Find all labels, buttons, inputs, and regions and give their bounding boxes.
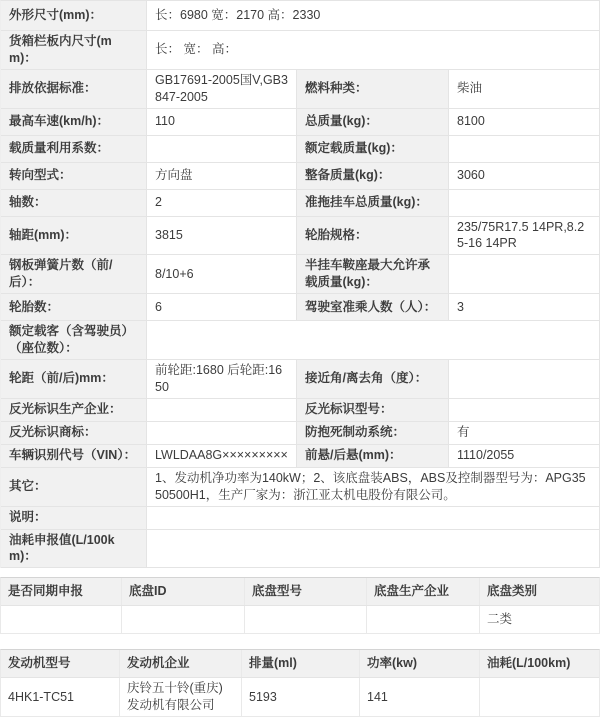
spec-row-speed-mass [1, 109, 599, 136]
spec-label: 轴距(mm)： [1, 217, 146, 255]
spec-value [448, 190, 599, 216]
spec-label: 外形尺寸(mm)： [1, 1, 146, 30]
spec-label: 总质量(kg)： [296, 109, 448, 135]
engine-header-row [1, 650, 599, 678]
table-cell [244, 606, 366, 633]
spec-value [448, 399, 599, 421]
column-header: 发动机型号 [1, 650, 119, 677]
spec-value: 3 [448, 294, 599, 320]
spec-label: 轮胎规格： [296, 217, 448, 255]
spec-value: 8100 [448, 109, 599, 135]
chassis-data-row [1, 606, 599, 633]
column-header: 油耗(L/100km) [479, 650, 599, 677]
spec-label: 防抱死制动系统： [296, 422, 448, 444]
table-cell: 5193 [241, 678, 359, 716]
spec-value: 方向盘 [146, 163, 296, 189]
spec-label: 半挂车鞍座最大允许承载质量(kg)： [296, 255, 448, 293]
table-cell [1, 606, 121, 633]
column-header: 底盘型号 [244, 578, 366, 605]
spec-value: 3815 [146, 217, 296, 255]
spec-row-track-angles [1, 360, 599, 399]
spec-value: 3060 [448, 163, 599, 189]
spec-value: 1、发动机净功率为140kW；2、该底盘装ABS，ABS及控制器型号为：APG3550500H1，生产厂家为：浙江亚太机电股份有限公司。 [146, 468, 599, 506]
spec-label: 其它： [1, 468, 146, 506]
spec-row-vin-overhang [1, 445, 599, 468]
spec-value [146, 399, 296, 421]
chassis-header-row [1, 578, 599, 606]
spec-value [146, 507, 599, 529]
table-cell: 4HK1-TC51 [8, 689, 74, 704]
spec-value: 110 [146, 109, 296, 135]
table-cell [366, 606, 479, 633]
spacer [0, 568, 600, 577]
spec-value [146, 530, 599, 568]
spec-row-axles-trailer [1, 190, 599, 217]
spec-row-notes [1, 507, 599, 530]
column-header: 底盘ID [121, 578, 244, 605]
spec-value [146, 422, 296, 444]
column-header: 底盘生产企业 [366, 578, 479, 605]
spec-value [146, 136, 296, 162]
spec-label: 货箱栏板内尺寸(mm)： [1, 31, 146, 69]
table-cell: 庆铃五十铃(重庆)发动机有限公司 [119, 678, 241, 716]
spec-label: 钢板弹簧片数（前/后）： [1, 255, 146, 293]
chassis-table [0, 577, 600, 634]
spec-label: 前悬/后悬(mm)： [296, 445, 448, 467]
spec-row-reflector-maker [1, 399, 599, 422]
spec-row-load-factor [1, 136, 599, 163]
spec-value: 235/75R17.5 14PR,8.25-16 14PR [448, 217, 599, 255]
spec-label: 燃料种类： [296, 70, 448, 108]
spec-value [146, 321, 599, 359]
column-header: 发动机企业 [119, 650, 241, 677]
spec-row-wheelbase-tires [1, 217, 599, 256]
spec-label: 油耗申报值(L/100km)： [1, 530, 146, 568]
spec-row-cargo-box [1, 31, 599, 70]
table-cell [121, 606, 244, 633]
engine-data-row [1, 678, 599, 716]
spec-label: 额定载质量(kg)： [296, 136, 448, 162]
table-cell: 二类 [479, 606, 599, 633]
spec-value: 有 [448, 422, 599, 444]
spec-row-fuel-declared [1, 530, 599, 569]
spec-row-reflector-brand-abs [1, 422, 599, 445]
spec-row-emission-fuel [1, 70, 599, 109]
spec-label: 轮距（前/后)mm： [1, 360, 146, 398]
spec-value: 2 [146, 190, 296, 216]
spec-row-tirecount-cab [1, 294, 599, 321]
spec-row-steering-curb [1, 163, 599, 190]
spec-label: 准拖挂车总质量(kg)： [296, 190, 448, 216]
spec-label: 整备质量(kg)： [296, 163, 448, 189]
spec-label: 载质量利用系数： [1, 136, 146, 162]
spec-value: 长：6980 宽：2170 高：2330 [146, 1, 599, 30]
spec-label: 额定载客（含驾驶员）（座位数）： [1, 321, 146, 359]
table-cell: 141 [359, 678, 479, 716]
spec-value: 长： 宽： 高： [146, 31, 599, 69]
column-header: 功率(kw) [359, 650, 479, 677]
spec-value: GB17691-2005国V,GB3847-2005 [146, 70, 296, 108]
column-header: 排量(ml) [241, 650, 359, 677]
spec-value: 前轮距:1680 后轮距:1650 [146, 360, 296, 398]
spec-label: 轮胎数： [1, 294, 146, 320]
spec-value [448, 255, 599, 293]
spec-row-seating [1, 321, 599, 360]
spec-label: 转向型式： [1, 163, 146, 189]
spec-value: 1110/2055 [448, 445, 599, 467]
spacer [0, 634, 600, 649]
engine-table [0, 649, 600, 717]
spec-label: 驾驶室准乘人数（人）： [296, 294, 448, 320]
spec-value: LWLDAA8G××××××××× [146, 445, 296, 467]
spec-value: 8/10+6 [146, 255, 296, 293]
spec-row-springs-saddle [1, 255, 599, 294]
spec-label: 反光标识商标： [1, 422, 146, 444]
spec-row-dimensions [1, 1, 599, 31]
spec-value [448, 136, 599, 162]
spec-label: 接近角/离去角（度）： [296, 360, 448, 398]
spec-label: 车辆识别代号（VIN）： [1, 445, 146, 467]
column-header: 底盘类别 [479, 578, 599, 605]
spec-row-other [1, 468, 599, 507]
spec-value [448, 360, 599, 398]
column-header: 是否同期申报 [1, 578, 121, 605]
spec-label: 排放依据标准： [1, 70, 146, 108]
spec-label: 反光标识生产企业： [1, 399, 146, 421]
spec-label: 反光标识型号： [296, 399, 448, 421]
spec-label: 轴数： [1, 190, 146, 216]
spec-label: 最高车速(km/h)： [1, 109, 146, 135]
spec-value: 柴油 [448, 70, 599, 108]
spec-value: 6 [146, 294, 296, 320]
spec-label: 说明： [1, 507, 146, 529]
table-cell [479, 678, 599, 716]
